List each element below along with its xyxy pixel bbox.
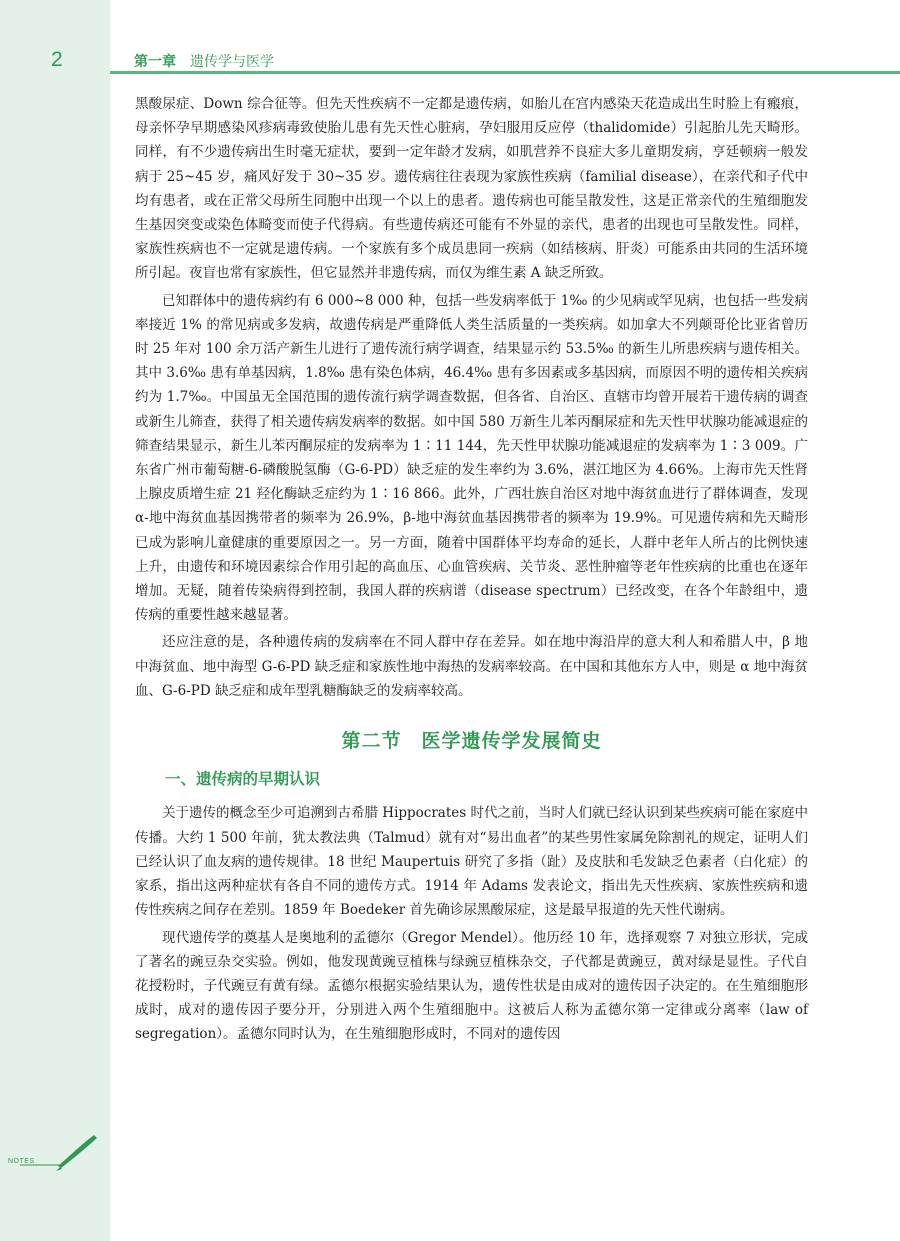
left-margin-band — [0, 0, 110, 1241]
body-text — [135, 92, 808, 1050]
notes-label: NOTES — [8, 1158, 35, 1165]
header-rule — [110, 71, 900, 74]
running-header — [134, 51, 274, 71]
section-title: 第二节 医学遗传学发展简史 — [341, 730, 602, 753]
paragraph-5: 现代遗传学的奠基人是奥地利的孟德尔（Gregor Mendel）。他历经 10 年，选择观察 7 对独立形状，完成了著名的豌豆杂交实验。例如，他发现黄豌豆植株与绿豌豆植株杂交，子代都是黄豌豆，黄对绿是显性。子代自花授粉时，子代豌豆有黄有绿。孟德尔根据实验结果认为，遗传性状是由成对的遗传因子决定的。在生殖细胞形成时，成对的遗传因子要分开，分别进入两个生殖细胞中。这被后人称为孟德尔第一定律或分离率（law of segregation）。孟德尔同时认为，在生殖细胞形成时，不同对的遗传因 — [135, 929, 808, 1043]
chapter-number: 第一章 — [134, 54, 176, 70]
page-number: 2 — [51, 48, 63, 71]
paragraph-3: 还应注意的是，各种遗传病的发病率在不同人群中存在差异。如在地中海沿岸的意大利人和希腊人中，β 地中海贫血、地中海型 G-6-PD 缺乏症和家族性地中海热的发病率较高。在中国和其他东方人中，则是 α 地中海贫血、G-6-PD 缺乏症和成年型乳糖酶缺乏的发病率较高。 — [135, 634, 808, 699]
subsection-title: 一、遗传病的早期认识 — [165, 770, 321, 789]
paragraph-4: 关于遗传的概念至少可追溯到古希腊 Hippocrates 时代之前，当时人们就已经认识到某些疾病可能在家庭中传播。大约 1 500 年前，犹太教法典（Talmud）就有对“易出血者”的某些男性家属免除割礼的规定，证明人们已经认识了血友病的遗传规律。18 世纪 Maupertuis 研究了多指（趾）及皮肤和毛发缺乏色素者（白化症）的家系，指出这两种症状有各自不同的遗传方式。1914 年 Adams 发表论文，指出先天性疾病、家族性疾病和遗传性疾病之间存在差别。1859 年 Boedeker 首先确诊尿黑酸尿症，这是最早报道的先天性代谢病。 — [135, 805, 808, 919]
paragraph-1: 黑酸尿症、Down 综合征等。但先天性疾病不一定都是遗传病，如胎儿在宫内感染天花造成出生时脸上有瘢痕，母亲怀孕早期感染风疹病毒致使胎儿患有先天性心脏病，孕妇服用反应停（thalidomide）引起胎儿先天畸形。同样，有不少遗传病出生时毫无症状，要到一定年龄才发病，如肌营养不良症大多儿童期发病，亨廷顿病一般发病于 25~45 岁，痛风好发于 30~35 岁。遗传病往往表现为家族性疾病（familial disease），在亲代和子代中均有患者，或在正常父母所生同胞中出现一个以上的患者。遗传病也可能呈散发性，这是正常亲代的生殖细胞发生基因突变或染色体畸变而使子代得病。有些遗传病还可能有不外显的亲代，患者的出现也可呈散发性。同样，家族性疾病也不一定就是遗传病。一个家族有多个成员患同一疾病（如结核病、肝炎）可能系由共同的生活环境所引起。夜盲也常有家族性，但它显然并非遗传病，而仅为维生素 A 缺乏所致。 — [135, 96, 808, 282]
chapter-title: 遗传学与医学 — [190, 54, 274, 70]
notes-pen-icon — [20, 1132, 100, 1172]
paragraph-2: 已知群体中的遗传病约有 6 000~8 000 种，包括一些发病率低于 1‰ 的少见病或罕见病，也包括一些发病率接近 1% 的常见病或多发病，故遗传病是严重降低人类生活质量的一类疾病。如加拿大不列颠哥伦比亚省曾历时 25 年对 100 余万活产新生儿进行了遗传流行病学调查，结果显示约 53.5‰ 的新生儿所患疾病与遗传相关。其中 3.6‰ 患有单基因病，1.8‰ 患有染色体病，46.4‰ 患有多因素或多基因病，而原因不明的遗传相关疾病约为 1.7‰。中国虽无全国范围的遗传流行病学调查数据，但各省、自治区、直辖市均曾开展若干遗传病的调查或新生儿筛查，获得了相关遗传病发病率的数据。如中国 580 万新生儿苯丙酮尿症和先天性甲状腺功能减退症的筛查结果显示，新生儿苯丙酮尿症的发病率为 1∶11 144，先天性甲状腺功能减退症的发病率为 1∶3 009。广东省广州市葡萄糖-6-磷酸脱氢酶（G-6-PD）缺乏症的发生率约为 3.6%，湛江地区为 4.66%。上海市先天性肾上腺皮质增生症 21 羟化酶缺乏症约为 1∶16 866。此外，广西壮族自治区对地中海贫血进行了群体调查，发现 α-地中海贫血基因携带者的频率为 26.9%，β-地中海贫血基因携带者的频率为 19.9%。可见遗传病和先天畸形已成为影响儿童健康的重要原因之一。另一方面，随着中国群体平均寿命的延长，人群中老年人所占的比例快速上升，由遗传和环境因素综合作用引起的高血压、心血管疾病、关节炎、恶性肿瘤等老年性疾病的比重也在逐年增加。无疑，随着传染病得到控制，我国人群的疾病谱（disease spectrum）已经改变，在各个年龄组中，遗传病的重要性越来越显著。 — [135, 292, 808, 624]
